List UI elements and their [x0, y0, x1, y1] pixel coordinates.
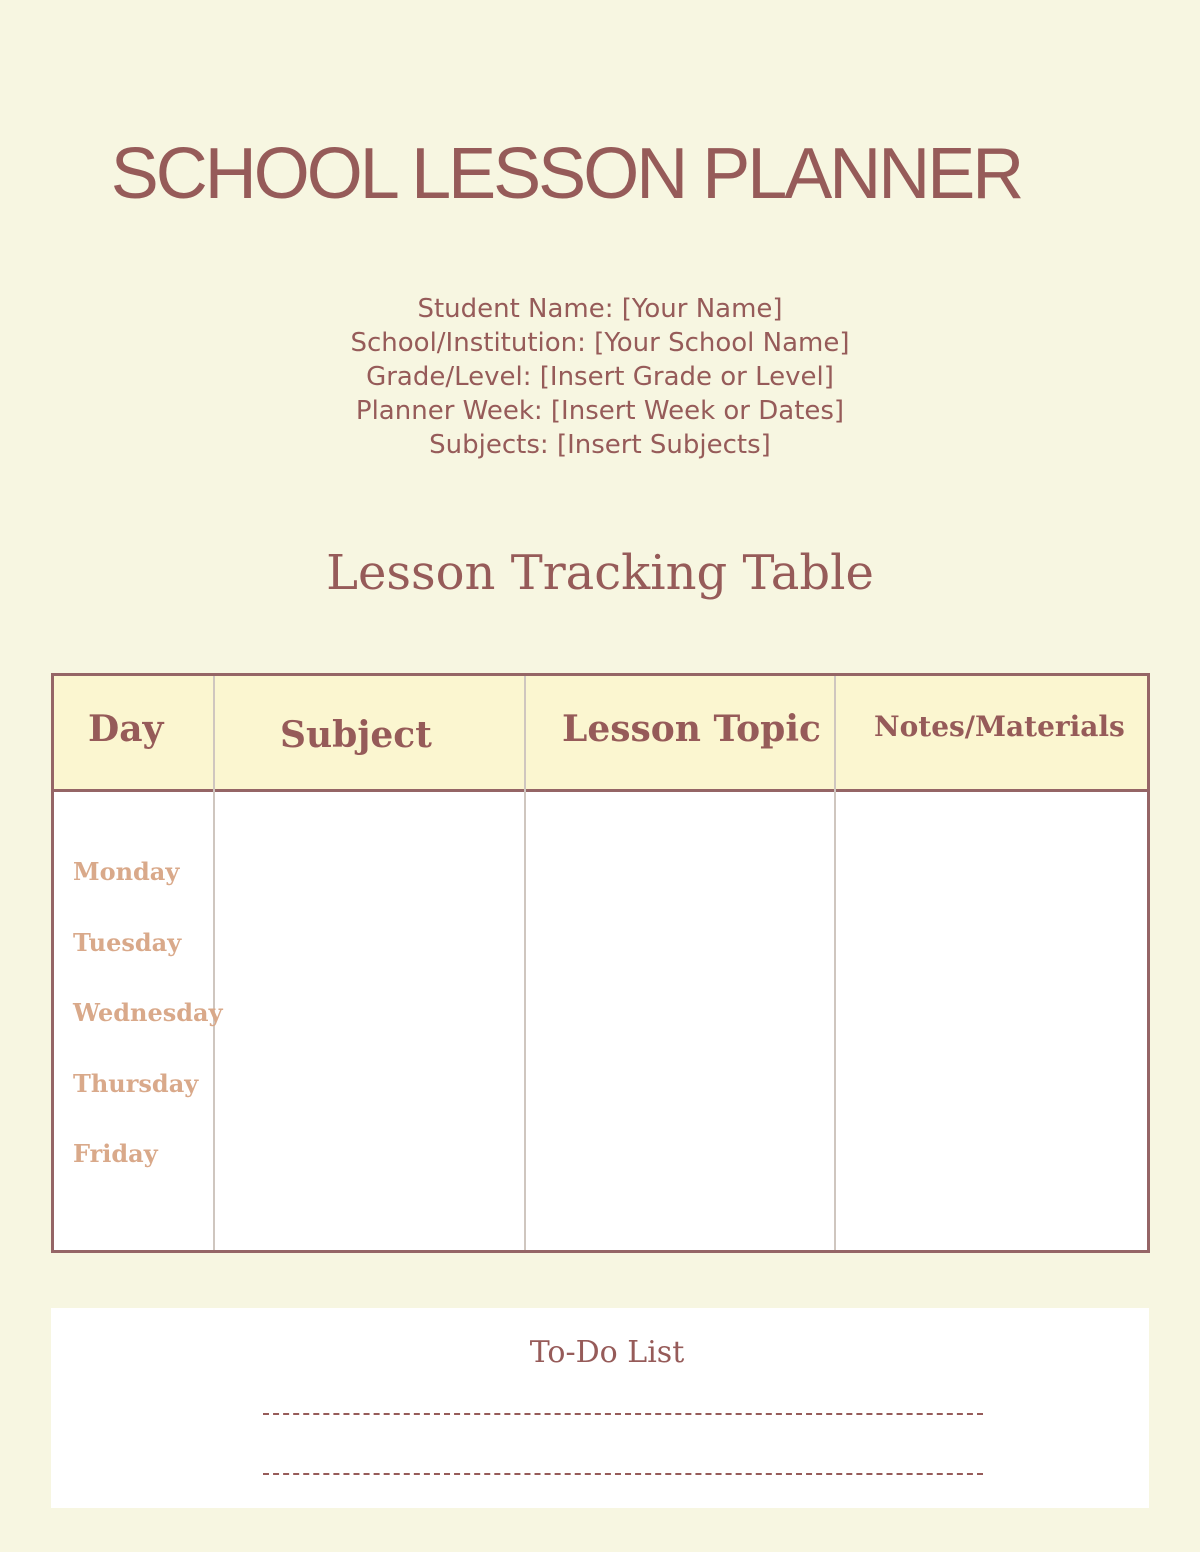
grade-field: Grade/Level: [Insert Grade or Level] — [366, 362, 834, 392]
day-friday: Friday — [73, 1139, 158, 1168]
todo-blank-line[interactable] — [263, 1413, 983, 1415]
todo-title: To-Do List — [529, 1335, 685, 1370]
day-thursday: Thursday — [73, 1068, 199, 1098]
section-title: Lesson Tracking Table — [326, 545, 874, 601]
todo-list-box — [51, 1308, 1149, 1508]
day-list — [73, 857, 223, 1210]
header-day: Day — [88, 707, 164, 750]
header-subject: Subject — [280, 713, 432, 756]
column-divider — [524, 676, 526, 1250]
day-monday: Monday — [73, 857, 180, 886]
table-header-row — [54, 676, 1147, 792]
header-notes-materials: Notes/Materials — [874, 710, 1125, 743]
day-wednesday: Wednesday — [73, 998, 223, 1027]
school-field: School/Institution: [Your School Name] — [350, 328, 850, 358]
lesson-tracking-table — [51, 673, 1150, 1253]
planner-info — [0, 292, 1200, 462]
planner-week-field: Planner Week: [Insert Week or Dates] — [355, 396, 845, 426]
header-lesson-topic: Lesson Topic — [562, 707, 821, 750]
subjects-field: Subjects: [Insert Subjects] — [429, 430, 771, 460]
student-name-field: Student Name: [Your Name] — [417, 294, 783, 324]
todo-blank-line[interactable] — [263, 1473, 983, 1475]
page-title: SCHOOL LESSON PLANNER — [110, 134, 1022, 214]
column-divider — [834, 676, 836, 1250]
day-tuesday: Tuesday — [73, 927, 182, 957]
